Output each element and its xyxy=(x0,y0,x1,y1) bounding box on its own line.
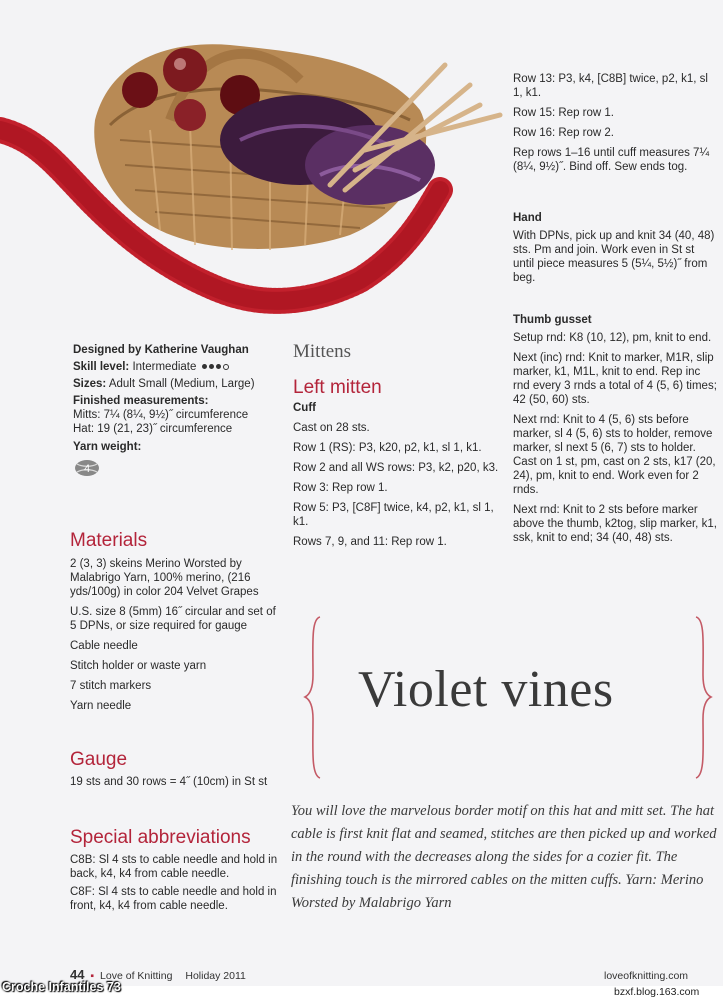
sizes: Sizes: Adult Small (Medium, Large) xyxy=(73,378,255,390)
page-title: Violet vines xyxy=(358,661,614,718)
footer-site: loveofknitting.com xyxy=(604,970,689,982)
skill-dots-icon xyxy=(200,361,229,373)
material-item: Stitch holder or waste yarn xyxy=(70,660,207,672)
gusset-step: Next (inc) rnd: Knit to marker, M1R, slip marker, k1, M1L, knit to end. Rep inc rnd every 3 rnds a total of 4 (5, 6) times; 42 (50, 60) sts. xyxy=(513,352,717,406)
gauge-text: 19 sts and 30 rows = 4˝ (10cm) in St st xyxy=(70,776,268,788)
material-item: 7 stitch markers xyxy=(70,680,152,692)
abbreviation-item: C8F: Sl 4 sts to cable needle and hold in front, k4, k4 from cable needle. xyxy=(70,886,277,912)
pattern-row: Row 2 and all WS rows: P3, k2, p20, k3. xyxy=(293,462,499,474)
left-brace-icon xyxy=(303,615,323,780)
pattern-row: Row 13: P3, k4, [C8B] twice, p2, k1, sl 1, k1. xyxy=(513,73,708,99)
yarn-weight-icon xyxy=(73,458,101,478)
mittens-heading: Mittens xyxy=(293,341,352,362)
designer-credit: Designed by Katherine Vaughan xyxy=(73,344,249,356)
gusset-step: Setup rnd: K8 (10, 12), pm, knit to end. xyxy=(513,332,712,344)
pattern-row: Row 15: Rep row 1. xyxy=(513,107,614,119)
skill-level: Skill level: Intermediate xyxy=(73,360,288,374)
pattern-credits xyxy=(73,343,288,482)
pattern-row: Row 16: Rep row 2. xyxy=(513,127,614,139)
footer-separator-icon: ▪ xyxy=(90,970,95,982)
abbreviation-item: C8B: Sl 4 sts to cable needle and hold in back, k4, k4 from cable needle. xyxy=(70,854,278,880)
material-item: Cable needle xyxy=(70,640,138,652)
pattern-row: Row 5: P3, [C8F] twice, k4, p2, k1, sl 1, k1. xyxy=(293,502,494,528)
pattern-row: Row 3: Rep row 1. xyxy=(293,482,388,494)
material-item: U.S. size 8 (5mm) 16˝ circular and set of 5 DPNs, or size required for gauge xyxy=(70,606,276,632)
thumb-gusset-title: Thumb gusset xyxy=(513,314,592,326)
product-photo xyxy=(0,0,510,330)
gauge-title: Gauge xyxy=(70,749,128,770)
material-item: Yarn needle xyxy=(70,700,132,712)
gusset-step: Next rnd: Knit to 2 sts before marker above the thumb, k2tog, slip marker, k1, ssk, knit to end; 34 (40, 48) sts. xyxy=(513,504,717,544)
finished-measurements: Finished measurements: Mitts: 7¼ (8¼, 9½)˝ circumference Hat: 19 (21, 23)˝ circumference xyxy=(73,395,249,435)
watermark-right: bzxf.blog.163.com xyxy=(614,986,700,998)
left-mitten-section xyxy=(293,377,503,555)
intro-paragraph: You will love the marvelous border motif on this hat and mitt set. The hat cable is first knit flat and seamed, stitches are then picked up and worked in the round with the decreases along the sides for a cozier fit. The finishing touch is the mirrored cables on the mitten cuffs. Yarn: Merino Worsted by Malabrigo Yarn xyxy=(291,803,717,911)
pattern-row: Row 1 (RS): P3, k20, p2, k1, sl 1, k1. xyxy=(293,442,482,454)
basket-photo-illustration xyxy=(0,0,510,330)
cuff-continued xyxy=(513,72,718,180)
pattern-row: Rows 7, 9, and 11: Rep row 1. xyxy=(293,536,447,548)
watermark-left: Croche Infantiles 73 xyxy=(2,980,121,994)
left-mitten-title: Left mitten xyxy=(293,377,382,398)
hand-section xyxy=(513,211,718,291)
abbreviations-title: Special abbreviations xyxy=(70,827,251,848)
gusset-step: Next rnd: Knit to 4 (5, 6) sts before marker, sl 4 (5, 6) sts to holder, remove marker, sl next 5 (6, 7) sts to holder. Cast on 1 st, pm, cast on 2 sts, k17 (20, 24), pm, knit to end. Work even for 2 rnds. xyxy=(513,414,716,496)
hand-text: With DPNs, pick up and knit 34 (40, 48) sts. Pm and join. Work even in St st until piece measures 5 (5¼, 5½)˝ from beg. xyxy=(513,230,715,284)
issue-date: Holiday 2011 xyxy=(185,970,246,982)
pattern-row: Rep rows 1–16 until cuff measures 7¼ (8¼, 9½)˝. Bind off. Sew ends tog. xyxy=(513,147,710,173)
svg-text:4: 4 xyxy=(83,463,91,475)
abbreviations-section xyxy=(70,827,285,919)
page-number: 44 xyxy=(70,967,85,982)
gauge-section xyxy=(70,749,285,795)
yarn-weight-label: Yarn weight: xyxy=(73,441,142,453)
materials-section xyxy=(70,530,285,719)
magazine-name: Love of Knitting xyxy=(100,970,173,982)
hand-title: Hand xyxy=(513,212,542,224)
thumb-gusset-section xyxy=(513,313,718,551)
pattern-row: Cast on 28 sts. xyxy=(293,422,370,434)
cuff-subtitle: Cuff xyxy=(293,402,316,414)
material-item: 2 (3, 3) skeins Merino Worsted by Malabrigo Yarn, 100% merino, (216 yds/100g) in color 204 Velvet Grapes xyxy=(70,558,259,598)
materials-title: Materials xyxy=(70,530,148,551)
right-brace-icon xyxy=(693,615,713,780)
